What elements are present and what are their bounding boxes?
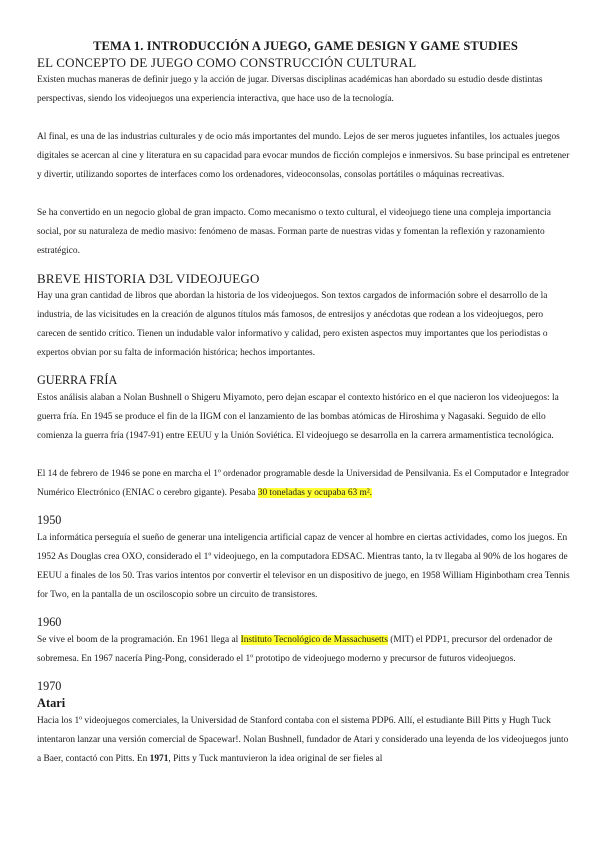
section-heading-historia: BREVE HISTORIA D3L VIDEOJUEGO (37, 271, 260, 286)
paragraph: Se ha convertido en un negocio global de gran impacto. Como mecanismo o texto cultural, el videojuego tiene una compleja importancia social, por su naturaleza de medio masivo: fenómeno de masas. Forman parte de nuestras vidas y fomentan la reflexión y razonamiento estratégico. (37, 208, 551, 256)
highlighted-text: Instituto Tecnológico de Massachusetts (240, 635, 388, 645)
section-heading-1970: 1970 (37, 679, 62, 693)
text-run: Se vive el boom de la programación. En 1961 llega al (37, 635, 241, 645)
text-run: , Pitts y Tuck mantuvieron la idea original de ser fieles al (168, 754, 383, 764)
section-heading-1960: 1960 (37, 615, 62, 629)
paragraph: Hay una gran cantidad de libros que abordan la historia de los videojuegos. Son textos cargados de información sobre el desarrollo de la industria, de las vicisitudes en la creación de algunos títulos más famosos, de entresijos y anécdotas que rodean a los videojuegos, pero carecen de sentido crítico. Tienen un indudable valor informativo y calidad, pero existen aspectos muy importantes que los periodistas o expertos obvian por su falta de información histórica; hechos importantes. (37, 291, 548, 358)
paragraph: Al final, es una de las industrias culturales y de ocio más importantes del mundo. Lejos de ser meros juguetes infantiles, los actuales juegos digitales se acercan al cine y literatura en su capacidad para evocar mundos de ficción complejos e inmersivos. Su base principal es entretener y divertir, utilizando soportes de interfaces como los ordenadores, videoconsolas, consolas portátiles o máquinas recreativas. (37, 132, 570, 180)
paragraph: La informática perseguía el sueño de generar una inteligencia artificial capaz de vencer al hombre en ciertas actividades, como los juegos. En 1952 As Douglas crea OXO, considerado el 1º videojuego, en la computadora EDSAC. Mientras tanto, la tv llegaba al 90% de los hogares de EEUU a finales de los 50. Tras varios intentos por convertir el televisor en un dispositivo de juego, en 1958 William Higinbotham crea Tennis for Two, en la pantalla de un osciloscopio sobre un circuito de transistores. (37, 533, 570, 600)
paragraph (37, 631, 574, 669)
text-run: El 14 de febrero de 1946 se pone en marcha el 1º ordenador programable desde la Universidad de Pensilvania. Es el Computador e Integrador Numérico Electrónico (ENIAC o cerebro gigante). Pesaba (37, 469, 569, 498)
subheading-atari: Atari (37, 696, 66, 710)
text-run: Hacia los 1º videojuegos comerciales, la Universidad de Stanford contaba con el sistema PDP6. Allí, el estudiante Bill Pitts y Hugh Tuck intentaron lanzar una versión comercial de Spacewar!. Nolan Bushnell, fundador de Atari y considerado una leyenda de los videojuegos junto a Baer, contactó con Pitts. En (37, 716, 569, 764)
paragraph: Existen muchas maneras de definir juego y la acción de jugar. Diversas disciplinas académicas han abordado su estudio desde distintas perspectivas, siendo los videojuegos una experiencia interactiva, que hace uso de la tecnología. (37, 75, 543, 104)
highlighted-text: 30 toneladas y ocupaba 63 m². (257, 488, 372, 498)
section-heading-concepto: EL CONCEPTO DE JUEGO COMO CONSTRUCCIÓN CULTURAL (37, 55, 417, 70)
section-heading-1950: 1950 (37, 513, 62, 527)
text-run: (MIT) el PDP1, precursor del ordenador de sobremesa. En 1967 nacería Ping-Pong, considerado el 1º prototipo de videojuego moderno y precursor de futuros videojuegos. (37, 635, 553, 664)
paragraph (37, 465, 574, 503)
section-heading-guerra-fria: GUERRA FRÍA (37, 373, 118, 387)
document-title: TEMA 1. INTRODUCCIÓN A JUEGO, GAME DESIGN Y GAME STUDIES (93, 39, 518, 53)
bold-year: 1971 (149, 754, 169, 764)
paragraph (37, 712, 574, 769)
paragraph: Estos análisis alaban a Nolan Bushnell o Shigeru Miyamoto, pero dejan escapar el contexto histórico en el que nacieron los videojuegos: la guerra fría. En 1945 se produce el fin de la IIGM con el lanzamiento de las bombas atómicas de Hiroshima y Nagasaki. Seguido de ello comienza la guerra fría (1947-91) entre EEUU y la Unión Soviética. El videojuego se desarrolla en la carrera armamentística tecnológica. (37, 393, 559, 441)
